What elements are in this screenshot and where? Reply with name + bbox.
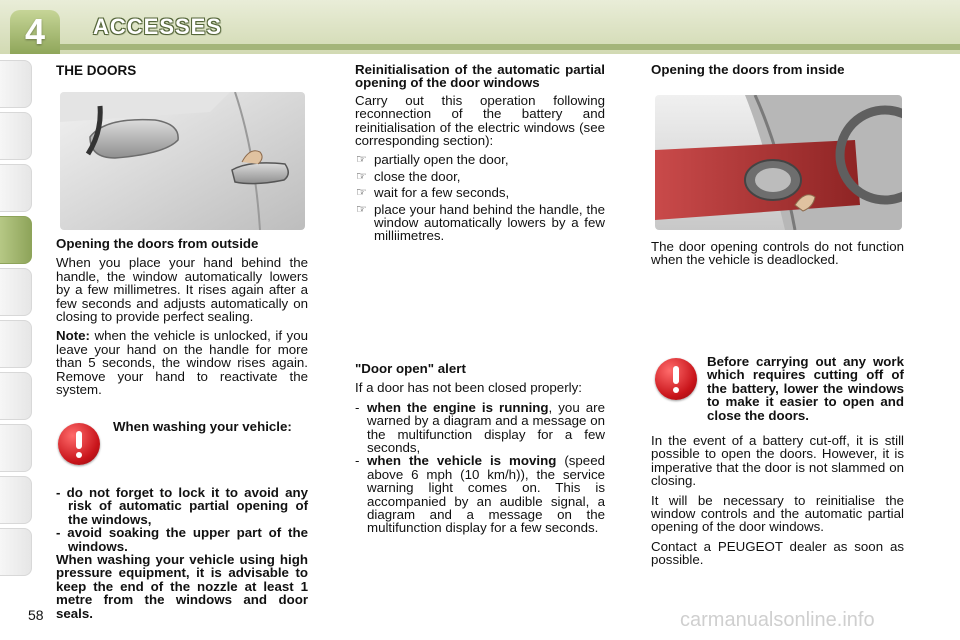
washing-warning-title: When washing your vehicle: [113,419,292,434]
side-tab[interactable] [0,164,32,212]
chapter-side-tabs [0,60,30,580]
pointing-hand-icon: ☞ [356,185,367,200]
page-number: 58 [28,607,44,623]
list-item: - when the engine is running, you are warned by a diagram and a message on the multifunction display for a few seconds, [355,399,605,456]
warning-exclamation-icon [655,358,697,400]
interior-door-handle-illustration [655,95,902,230]
list-item: - do not forget to lock it to avoid any risk of automatic partial opening of the windows, [56,485,308,527]
list-item: - when the vehicle is moving (speed above 6 mph (10 km/h)), the service warning light comes on. This is accompanied by an audible signal, a diagram and a message on the multifunction display for a few seconds. [355,453,605,536]
pointing-hand-icon: ☞ [356,152,367,167]
high-pressure-warning: When washing your vehicle using high pressure equipment, it is advisable to keep the end of the nozzle at least 1 metre from the windows and door seals. [56,552,308,621]
deadlock-note: The door opening controls do not function when the vehicle is deadlocked. [651,239,904,268]
warning-exclamation-icon [58,423,100,465]
side-tab[interactable] [0,60,32,108]
side-tab[interactable] [0,424,32,472]
chapter-number-tab: 4 [10,10,60,54]
watermark: carmanualsonline.info [680,609,875,631]
door-open-alert-intro: If a door has not been closed properly: [355,380,582,396]
chapter-title: ACCESSES [93,14,223,39]
side-tab[interactable] [0,372,32,420]
side-tab[interactable] [0,528,32,576]
side-tab[interactable] [0,112,32,160]
side-tab-active[interactable] [0,216,32,264]
side-tab[interactable] [0,476,32,524]
dealer-paragraph: Contact a PEUGEOT dealer as soon as possible. [651,538,904,568]
list-item: - avoid soaking the upper part of the windows. [56,525,308,554]
list-item: ☞ place your hand behind the handle, the window automatically lowers by a few milliimetres. [356,201,605,244]
washing-warning-list [56,486,308,553]
header-rule [60,44,960,50]
note-text: when the vehicle is unlocked, if you leave your hand on the handle for more than 5 seconds, the window rises again. Remove your hand to reactivate the system. [56,328,308,398]
door-open-alert-heading: "Door open" alert [355,361,466,376]
side-tab[interactable] [0,320,32,368]
list-item: ☞ close the door, [356,168,461,184]
list-item: ☞ partially open the door, [356,152,509,168]
note-label: Note: [56,328,90,344]
battery-cutoff-paragraph: In the event of a battery cut-off, it is still possible to open the doors. However, it is imperative that the door is not slammed on closing. [651,433,904,489]
inside-opening-heading: Opening the doors from inside [651,62,845,77]
outside-opening-heading: Opening the doors from outside [56,236,259,251]
note-paragraph [56,329,308,396]
section-title: THE DOORS [56,63,137,78]
list-item: ☞ wait for a few seconds, [356,185,510,201]
outside-opening-text: When you place your hand behind the handle, the window automatically lowers by a few millimetres. It rises again after a few seconds and adjusts automatically on closing to provide perfect sealing. [56,255,308,325]
reinitialisation-intro: Carry out this operation following reconnection of the battery and reinitialisation of the electric windows (see corresponding section): [355,92,605,149]
door-open-alert-list [355,401,605,535]
side-tab[interactable] [0,268,32,316]
pointing-hand-icon: ☞ [356,168,367,183]
reinitialisation-steps [355,153,605,242]
reinitialise-paragraph: It will be necessary to reinitialise the window controls and the automatic partial opening of the door windows. [651,492,904,535]
reinitialisation-heading: Reinitialisation of the automatic partial opening of the door windows [355,62,605,91]
pointing-hand-icon: ☞ [356,201,367,216]
battery-warning-text: Before carrying out any work which requires cutting off of the battery, lower the windows to make it easier to open and close the doors. [707,354,904,423]
exterior-door-handle-illustration [60,92,305,230]
